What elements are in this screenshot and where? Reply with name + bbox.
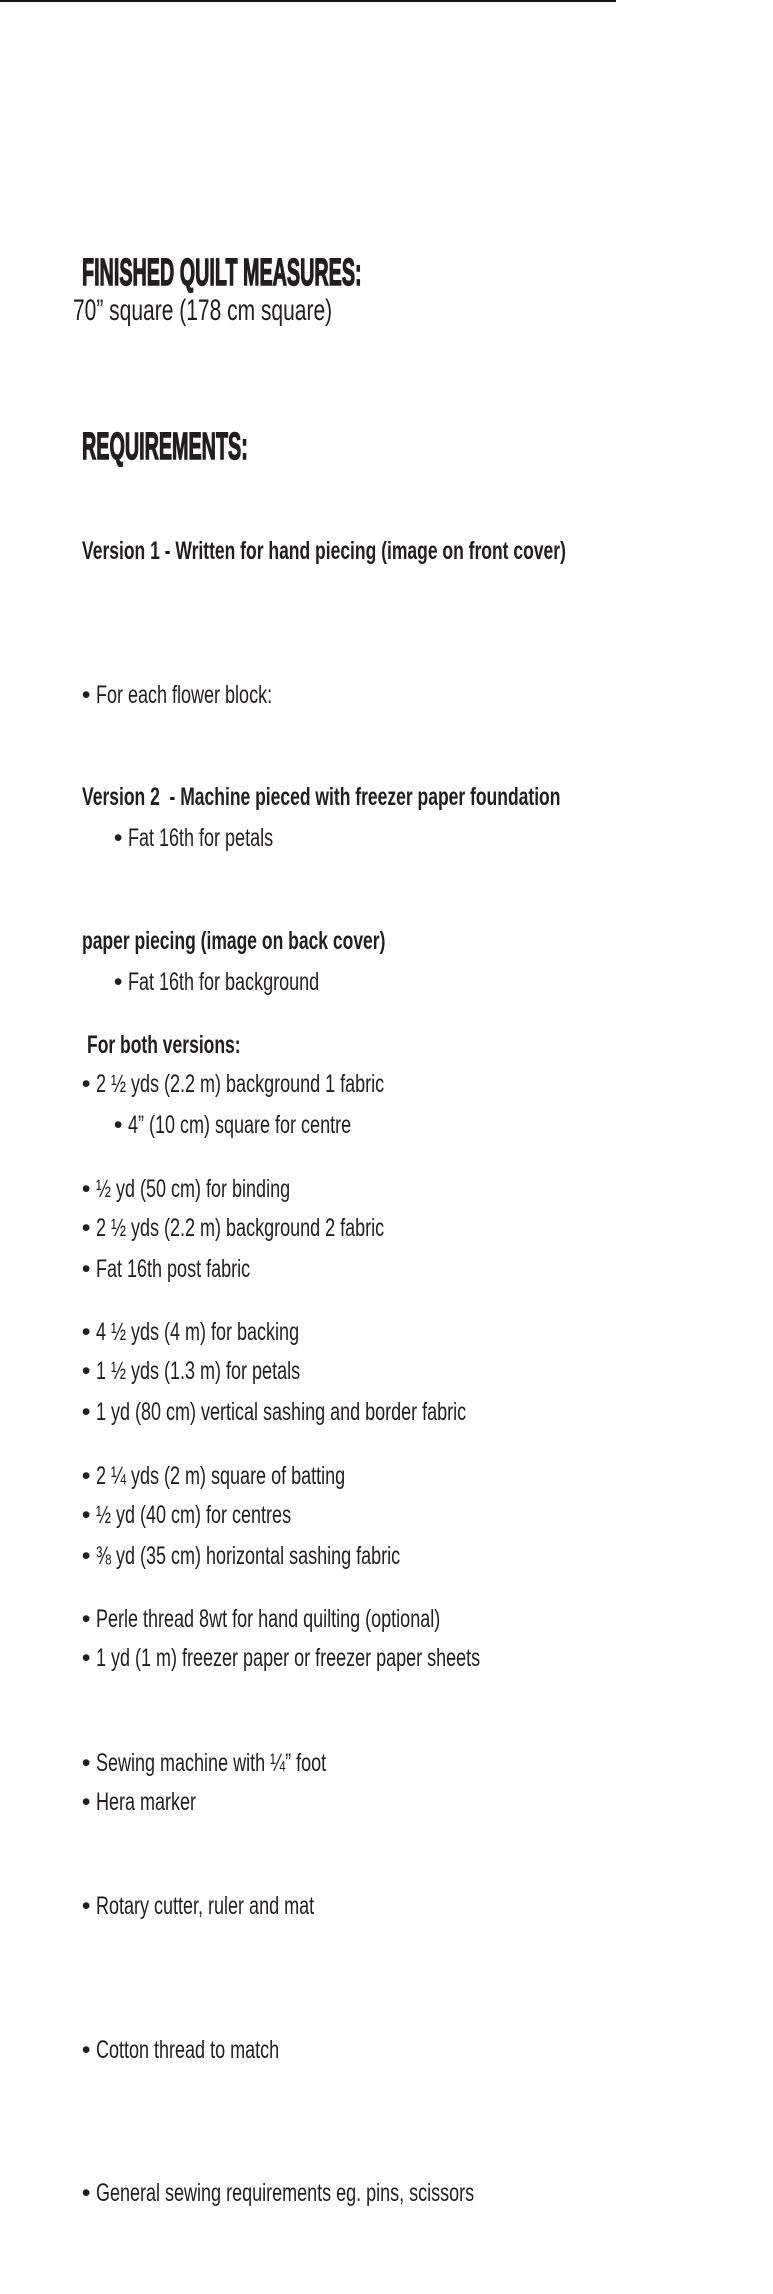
list-item-text: ⅜ yd (35 cm) horizontal sashing fabric [95, 1541, 400, 1570]
list-item-text: 1 yd (80 cm) vertical sashing and border fabric [95, 1398, 466, 1427]
bullet-icon: • [81, 1318, 91, 1347]
bullet-icon: • [81, 1500, 91, 1529]
requirements-heading-text: REQUIREMENTS: [82, 426, 249, 468]
finished-quilt-measurement-text: 70” square (178 cm square) [73, 294, 333, 327]
version2-title-text: paper piecing (image on back cover) [81, 926, 386, 955]
finished-quilt-heading-text: FINISHED QUILT MEASURES: [82, 252, 362, 294]
bullet-icon: • [81, 1070, 91, 1099]
list-item-text: 4 ½ yds (4 m) for backing [95, 1318, 299, 1347]
list-item [40, 1576, 621, 1662]
bullet-icon: • [81, 1787, 91, 1816]
list-item-text: Hera marker [95, 1787, 196, 1816]
version1-title-text: Version 1 - Written for hand piecing (image on front cover) [81, 537, 566, 566]
list-item-text: Rotary cutter, ruler and mat [95, 1892, 314, 1921]
bullet-icon: • [81, 1398, 91, 1427]
list-item [40, 2151, 621, 2237]
version1-title [40, 508, 773, 594]
both-versions-title [45, 1002, 621, 1088]
bullet-icon: • [81, 2179, 91, 2208]
list-item-text: 2 ¼ yds (2 m) square of batting [95, 1461, 345, 1490]
list-item-text: ½ yd (50 cm) for binding [95, 1174, 290, 1203]
page-top-edge-rule [0, 0, 616, 2]
version2-title-text: Version 2 - Machine pieced with freezer paper foundation [81, 783, 561, 812]
list-item-text: For each flower block: [95, 680, 272, 709]
list-item-text: Sewing machine with ¼” foot [95, 1748, 326, 1777]
list-item-text: Perle thread 8wt for hand quilting (optional) [95, 1605, 440, 1634]
list-item-text: General sewing requirements eg. pins, scissors [95, 2179, 474, 2208]
bullet-icon: • [81, 1748, 91, 1777]
bullet-icon: • [113, 967, 123, 996]
list-item-text: 4” (10 cm) square for centre [127, 1111, 351, 1140]
bullet-icon: • [81, 1357, 91, 1386]
bullet-icon: • [81, 1254, 91, 1283]
list-item-text: 1 yd (1 m) freezer paper or freezer paper sheets [95, 1644, 480, 1673]
bullet-icon: • [81, 1461, 91, 1490]
list-item [40, 1720, 621, 1806]
list-item [40, 1864, 621, 1950]
list-item-text: 2 ½ yds (2.2 m) background 2 fabric [95, 1213, 384, 1242]
bullet-icon: • [113, 824, 123, 853]
both-versions-title-text: For both versions: [86, 1031, 241, 1060]
list-item-text: 1 ½ yds (1.3 m) for petals [95, 1357, 300, 1386]
list-item-text: Fat 16th post fabric [95, 1254, 250, 1283]
list-item [40, 1433, 621, 1519]
list-item-text: 2 ½ yds (2.2 m) background 1 fabric [95, 1070, 384, 1099]
list-item [40, 1146, 621, 1232]
bullet-icon: • [113, 1111, 123, 1140]
finished-quilt-measurement [40, 257, 444, 365]
bullet-icon: • [81, 1605, 91, 1634]
list-item-text: Cotton thread to match [95, 2035, 279, 2064]
list-item-text: Fat 16th for background [127, 967, 319, 996]
bullet-icon: • [81, 680, 91, 709]
bullet-icon: • [81, 1174, 91, 1203]
list-item-text: ½ yd (40 cm) for centres [95, 1500, 291, 1529]
both-versions-section [40, 945, 621, 2294]
list-item [40, 1289, 621, 1375]
list-item [40, 2007, 621, 2093]
bullet-icon: • [81, 1892, 91, 1921]
list-item-text: Fat 16th for petals [127, 824, 273, 853]
bullet-icon: • [81, 1644, 91, 1673]
bullet-icon: • [81, 1541, 91, 1570]
bullet-icon: • [81, 2035, 91, 2064]
bullet-icon: • [81, 1213, 91, 1242]
version2-title-line1 [40, 754, 765, 840]
